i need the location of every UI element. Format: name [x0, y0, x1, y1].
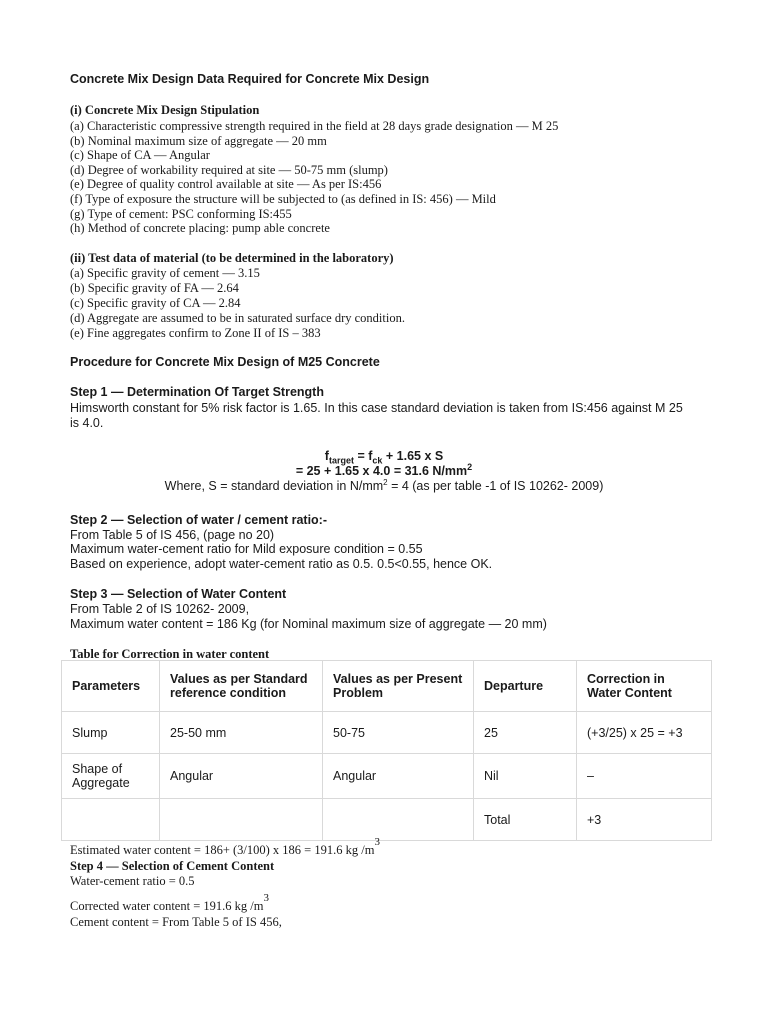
step2-heading: Step 2 — Selection of water / cement ratio:-	[70, 513, 328, 527]
list-item: (c) Specific gravity of CA — 2.84	[70, 296, 241, 310]
table-cell: –	[577, 754, 712, 799]
table-caption: Table for Correction in water content	[70, 647, 270, 661]
table-header: Values as per Present Problem	[323, 661, 474, 712]
estimated-water-content: Estimated water content = 186+ (3/100) x 186 = 191.6 kg $/m^3$	[70, 835, 380, 857]
step3-heading: Step 3 — Selection of Water Content	[70, 587, 287, 601]
table-cell: +3	[577, 799, 712, 841]
list-item: (d) Aggregate are assumed to be in saturated surface dry condition.	[70, 311, 405, 325]
target-strength-formula: $f_{target} = f_{ck} + 1.65$ x S	[324, 449, 444, 466]
table-header-row	[62, 661, 712, 712]
step4-text: Water-cement ratio = 0.5	[70, 874, 195, 888]
table-header: Parameters	[62, 661, 160, 712]
table-cell: (+3/25) x 25 = +3	[577, 712, 712, 754]
list-item: (c) Shape of CA — Angular	[70, 148, 210, 162]
table-row	[62, 754, 712, 799]
table-cell: 25	[474, 712, 577, 754]
table-cell: Total	[474, 799, 577, 841]
step1-text: Himsworth constant for 5% risk factor is 1.65. In this case standard deviation is taken from IS:456 against M 25	[70, 401, 683, 415]
step3-text: Maximum water content = 186 Kg (for Nominal maximum size of aggregate — 20 mm)	[70, 617, 547, 631]
step1-text: is 4.0.	[70, 416, 104, 430]
list-item: (g) Type of cement: PSC conforming IS:455	[70, 207, 292, 221]
list-item: (e) Fine aggregates confirm to Zone II of IS – 383	[70, 326, 321, 340]
step4-heading: Step 4 — Selection of Cement Content	[70, 859, 275, 873]
table-cell: Angular	[323, 754, 474, 799]
list-item: (a) Characteristic compressive strength required in the field at 28 days grade designation — M 25	[70, 119, 559, 133]
table-cell	[323, 799, 474, 841]
table-row	[62, 799, 712, 841]
corrected-water-content: Corrected water content = 191.6 kg $/m^3$	[70, 891, 269, 913]
table-cell	[160, 799, 323, 841]
procedure-heading: Procedure for Concrete Mix Design of M25 Concrete	[70, 355, 380, 369]
step4-text: Cement content = From Table 5 of IS 456,	[70, 915, 282, 929]
list-item: (b) Specific gravity of FA — 2.64	[70, 281, 239, 295]
table-row	[62, 712, 712, 754]
list-item: (f) Type of exposure the structure will be subjected to (as defined in IS: 456) — Mild	[70, 192, 496, 206]
page-title: Concrete Mix Design Data Required for Concrete Mix Design	[70, 72, 430, 86]
table-cell: Slump	[62, 712, 160, 754]
step1-heading: Step 1 — Determination Of Target Strength	[70, 385, 324, 399]
table-cell: 50-75	[323, 712, 474, 754]
list-item: (b) Nominal maximum size of aggregate — 20 mm	[70, 134, 327, 148]
table-cell	[62, 799, 160, 841]
step3-text: From Table 2 of IS 10262- 2009,	[70, 602, 250, 616]
table-header: Correction in Water Content	[577, 661, 712, 712]
standard-deviation-note: Where, S = standard deviation in $N/mm^2 = 4$ (as per table -1 of IS 10262- 2009)	[164, 477, 604, 493]
step2-text: Based on experience, adopt water-cement ratio as 0.5. 0.5<0.55, hence OK.	[70, 557, 493, 571]
table-cell: Shape of Aggregate	[62, 754, 160, 799]
table-cell: Nil	[474, 754, 577, 799]
list-item: (d) Degree of workability required at site — 50-75 mm (slump)	[70, 163, 388, 177]
list-item: (h) Method of concrete placing: pump able concrete	[70, 221, 330, 235]
list-item: (e) Degree of quality control available at site — As per IS:456	[70, 177, 382, 191]
table-cell: Angular	[160, 754, 323, 799]
target-strength-result: = 25 + 1.65 x 4.0 = 31.6 $N/mm^2$	[295, 461, 473, 478]
stipulation-heading: (i) Concrete Mix Design Stipulation	[70, 103, 260, 117]
table-header: Values as per Standard reference condition	[160, 661, 323, 712]
step2-text: From Table 5 of IS 456, (page no 20)	[70, 528, 275, 542]
step2-text: Maximum water-cement ratio for Mild exposure condition = 0.55	[70, 542, 423, 556]
water-correction-table	[61, 660, 712, 841]
table-cell: 25-50 mm	[160, 712, 323, 754]
list-item: (a) Specific gravity of cement — 3.15	[70, 266, 260, 280]
test-data-heading: (ii) Test data of material (to be determined in the laboratory)	[70, 251, 394, 265]
table-header: Departure	[474, 661, 577, 712]
